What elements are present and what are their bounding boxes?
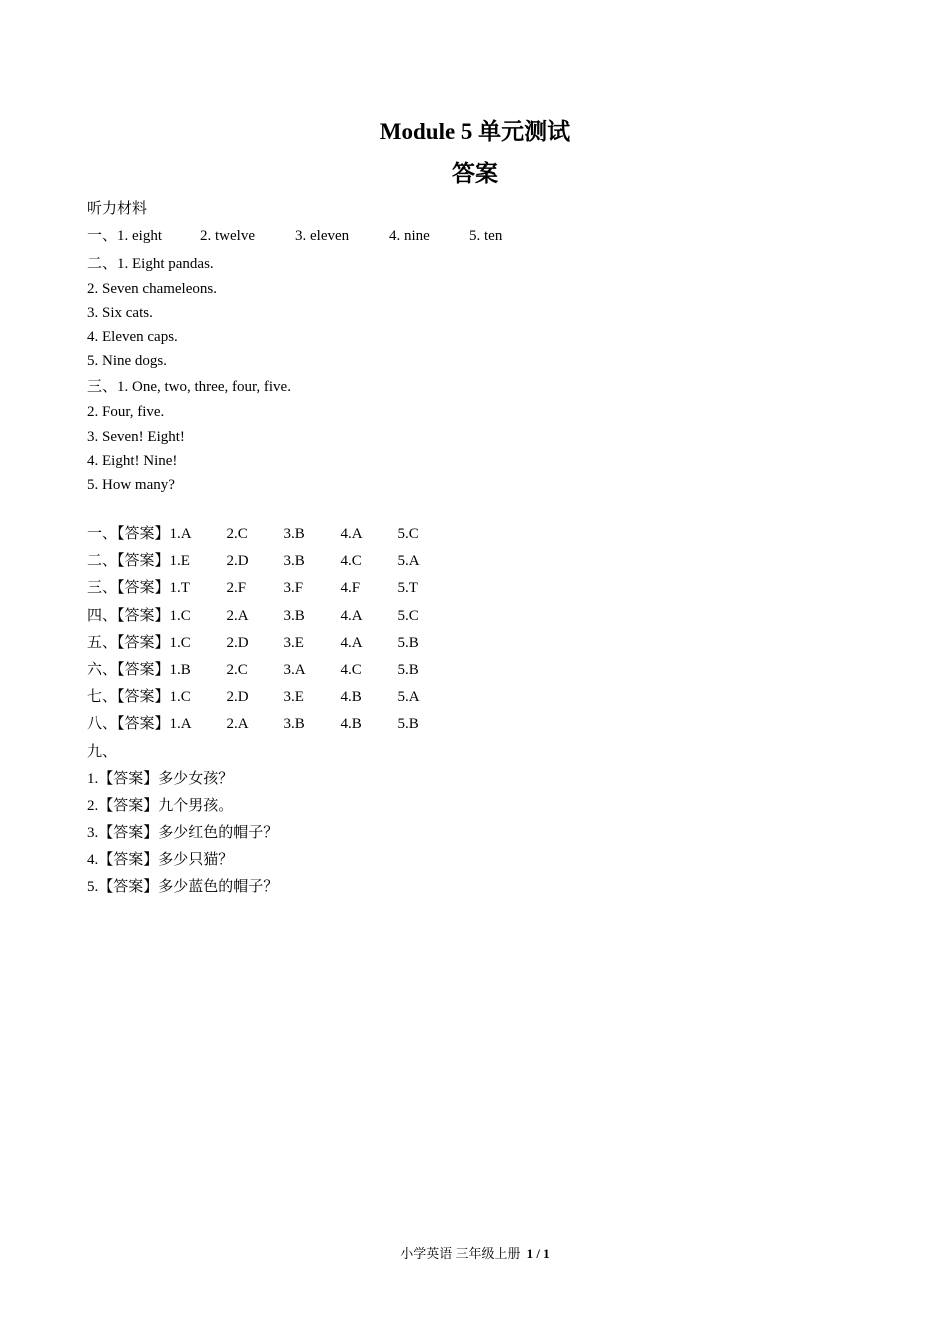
section-prefix: 一、	[87, 228, 118, 244]
answer-row	[87, 714, 419, 734]
answer-item: 1.C	[169, 689, 191, 705]
answer-text: 九个男孩。	[158, 798, 234, 814]
listening-part3-line: 4. Eight! Nine!	[87, 453, 178, 469]
answer-item: 4.B	[340, 716, 362, 732]
answer-label: 【答案】	[117, 580, 170, 596]
listening-part3-line: 3. Seven! Eight!	[87, 429, 185, 445]
answer-item: 1.C	[169, 608, 191, 624]
list-item: 2. twelve	[200, 228, 255, 244]
listening-part2-line: 2. Seven chameleons.	[87, 281, 217, 297]
answer-item: 3.B	[283, 716, 305, 732]
list-item: 1. eight	[117, 228, 163, 244]
answer-row	[87, 524, 419, 544]
answer-item: 2.A	[226, 716, 249, 732]
answer-item: 4.C	[340, 662, 362, 678]
answer-item: 3.B	[283, 553, 305, 569]
answer-label: 【答案】	[98, 879, 159, 895]
answer-item: 4.A	[340, 526, 363, 542]
listening-part2-line: 5. Nine dogs.	[87, 353, 167, 369]
section-prefix: 三、	[87, 379, 118, 395]
answer-item: 2.F	[226, 580, 247, 596]
answer-label: 【答案】	[117, 716, 170, 732]
answer-item: 4.A	[340, 608, 363, 624]
section-prefix: 七、	[87, 689, 118, 705]
list-item: 3. eleven	[295, 228, 350, 244]
answer-label: 【答案】	[117, 689, 170, 705]
list-item: 4. nine	[389, 228, 430, 244]
answer-label: 【答案】	[117, 553, 170, 569]
answer-item: 3.E	[283, 689, 304, 705]
answer-item: 3.E	[283, 635, 304, 651]
answer-item: 5.T	[397, 580, 418, 596]
item-number: 4.	[87, 852, 99, 868]
answer-row	[87, 633, 419, 653]
page-footer	[0, 1245, 950, 1263]
answer-row	[87, 660, 419, 680]
section-prefix: 三、	[87, 580, 118, 596]
answer-text: 多少红色的帽子？	[158, 825, 279, 841]
listening-part1	[87, 226, 502, 246]
answer-item: 2.D	[226, 689, 249, 705]
part9-item	[87, 823, 278, 843]
page-subtitle: 答案	[452, 161, 498, 186]
answer-item: 2.C	[226, 662, 248, 678]
answer-item: 2.A	[226, 608, 249, 624]
listening-heading: 听力材料	[87, 201, 148, 217]
section-prefix: 五、	[87, 635, 118, 651]
answer-label: 【答案】	[117, 662, 170, 678]
answer-item: 2.D	[226, 635, 249, 651]
answer-item: 3.F	[283, 580, 304, 596]
listening-part3-line: 2. Four, five.	[87, 404, 165, 420]
answer-item: 3.B	[283, 526, 305, 542]
part9-heading: 九、	[87, 744, 118, 760]
list-item: 5. ten	[469, 228, 503, 244]
listening-part3-line	[87, 377, 291, 397]
answer-label: 【答案】	[98, 771, 159, 787]
answer-item: 2.D	[226, 553, 249, 569]
part9-item	[87, 769, 233, 789]
item-number: 5.	[87, 879, 99, 895]
answer-item: 1.T	[169, 580, 190, 596]
section-prefix: 八、	[87, 716, 118, 732]
answer-row	[87, 551, 420, 571]
answer-label: 【答案】	[98, 852, 159, 868]
part9-item	[87, 877, 278, 897]
answer-item: 4.A	[340, 635, 363, 651]
section-prefix: 二、	[87, 553, 118, 569]
answer-text: 多少蓝色的帽子？	[158, 879, 279, 895]
item-number: 3.	[87, 825, 99, 841]
answer-item: 5.A	[397, 689, 420, 705]
answer-item: 4.C	[340, 553, 362, 569]
section-prefix: 二、	[87, 256, 118, 272]
answer-item: 3.A	[283, 662, 306, 678]
listening-part3-line: 5. How many?	[87, 477, 175, 493]
answer-item: 2.C	[226, 526, 248, 542]
listening-part2-line	[87, 254, 214, 274]
answer-item: 4.F	[340, 580, 361, 596]
section-prefix: 一、	[87, 526, 118, 542]
page-number: 1 / 1	[526, 1246, 550, 1261]
answer-text: 多少女孩？	[158, 771, 234, 787]
answer-item: 4.B	[340, 689, 362, 705]
footer-text: 小学英语 三年级上册	[400, 1246, 521, 1261]
answer-label: 【答案】	[117, 526, 170, 542]
item-number: 1.	[87, 771, 99, 787]
section-prefix: 四、	[87, 608, 118, 624]
answer-item: 1.B	[169, 662, 191, 678]
answer-item: 1.A	[169, 526, 192, 542]
answer-label: 【答案】	[98, 825, 159, 841]
list-item: 1. One, two, three, four, five.	[117, 379, 291, 395]
answer-item: 5.C	[397, 608, 419, 624]
part9-item	[87, 850, 233, 870]
listening-part2-line: 4. Eleven caps.	[87, 329, 178, 345]
answer-item: 5.B	[397, 635, 419, 651]
item-number: 2.	[87, 798, 99, 814]
answer-item: 5.C	[397, 526, 419, 542]
answer-item: 3.B	[283, 608, 305, 624]
answer-item: 5.A	[397, 553, 420, 569]
answer-item: 1.C	[169, 635, 191, 651]
list-item: 1. Eight pandas.	[117, 256, 214, 272]
answer-item: 1.A	[169, 716, 192, 732]
answer-row	[87, 606, 419, 626]
answer-item: 5.B	[397, 716, 419, 732]
answer-row	[87, 578, 418, 598]
answer-text: 多少只猫？	[158, 852, 234, 868]
answer-row	[87, 687, 420, 707]
answer-label: 【答案】	[117, 635, 170, 651]
section-prefix: 六、	[87, 662, 118, 678]
answer-item: 5.B	[397, 662, 419, 678]
part9-item	[87, 796, 233, 816]
listening-part2-line: 3. Six cats.	[87, 305, 153, 321]
answer-label: 【答案】	[117, 608, 170, 624]
answer-label: 【答案】	[98, 798, 159, 814]
page-title: Module 5 单元测试	[379, 119, 571, 144]
answer-item: 1.E	[169, 553, 190, 569]
